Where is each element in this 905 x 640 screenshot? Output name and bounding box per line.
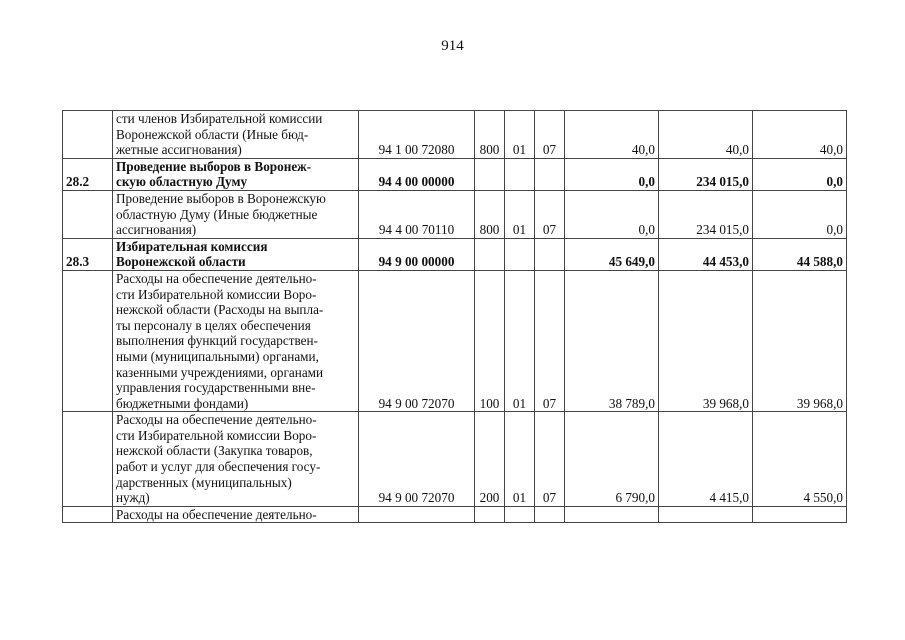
subsection-code: 07 [535,111,565,159]
table-row [63,190,847,238]
amount-year-3 [753,506,847,523]
row-name-line: управления государственными вне- [116,380,316,396]
row-name-line: областную Думу (Иные бюджетные [116,206,318,222]
table-row [63,158,847,190]
table-row [63,238,847,270]
row-name-line: скую областную Думу [116,174,248,190]
amount-year-2: 40,0 [659,111,753,159]
row-name-line: ными (муниципальными) органами, [116,348,319,364]
row-name [113,506,359,523]
row-name [113,190,359,238]
amount-year-1: 38 789,0 [565,270,659,411]
row-number [63,506,113,523]
row-name-line: сти членов Избирательной комиссии [116,111,323,126]
row-name-line: нежской области (Расходы на выпла- [116,302,324,318]
table-row [63,506,847,523]
expense-type-code: 100 [475,270,505,411]
target-article-code: 94 9 00 72070 [359,270,475,411]
subsection-code: 07 [535,270,565,411]
amount-year-2: 234 015,0 [659,190,753,238]
amount-year-1: 6 790,0 [565,412,659,507]
amount-year-3: 40,0 [753,111,847,159]
table-row [63,111,847,159]
expense-type-code [475,506,505,523]
expense-type-code [475,158,505,190]
subsection-code: 07 [535,190,565,238]
row-name [113,158,359,190]
row-name-line: Избирательная комиссия [116,238,268,254]
amount-year-3: 39 968,0 [753,270,847,411]
row-name-line: казенными учреждениями, органами [116,364,324,380]
amount-year-3: 4 550,0 [753,412,847,507]
row-number [63,270,113,411]
budget-table [62,110,847,523]
expense-type-code [475,238,505,270]
target-article-code [359,506,475,523]
row-name [113,238,359,270]
section-code: 01 [505,270,535,411]
row-name-line: работ и услуг для обеспечения госу- [116,459,321,475]
row-number [63,412,113,507]
target-article-code: 94 9 00 72070 [359,412,475,507]
expense-type-code: 800 [475,111,505,159]
page-number: 914 [441,38,464,54]
amount-year-1: 0,0 [565,190,659,238]
amount-year-1: 40,0 [565,111,659,159]
row-name-line: Расходы на обеспечение деятельно- [116,506,317,522]
subsection-code [535,158,565,190]
row-name-line: Расходы на обеспечение деятельно- [116,270,317,286]
section-code: 01 [505,111,535,159]
table-body [63,111,847,523]
row-name-line: дарственных (муниципальных) [116,474,292,490]
row-name [113,270,359,411]
table-row [63,412,847,507]
row-name [113,412,359,507]
row-name-line: бюджетными фондами) [116,395,249,411]
amount-year-2: 234 015,0 [659,158,753,190]
amount-year-2: 4 415,0 [659,412,753,507]
subsection-code [535,238,565,270]
row-number: 28.3 [63,238,113,270]
row-name-line: выполнения функций государствен- [116,333,318,349]
subsection-code: 07 [535,412,565,507]
row-number: 28.2 [63,158,113,190]
row-name-line: ты персоналу в целях обеспечения [116,317,311,333]
section-code: 01 [505,412,535,507]
row-name-line: жетные ассигнования) [116,142,242,158]
amount-year-3: 44 588,0 [753,238,847,270]
amount-year-1: 45 649,0 [565,238,659,270]
row-name-line: сти Избирательной комиссии Воро- [116,286,317,302]
section-code: 01 [505,190,535,238]
row-name-line: Расходы на обеспечение деятельно- [116,412,317,428]
expense-type-code: 200 [475,412,505,507]
target-article-code: 94 4 00 00000 [359,158,475,190]
row-name-line: Проведение выборов в Воронежскую [116,190,326,206]
amount-year-2 [659,506,753,523]
row-name-line: ассигнования) [116,222,197,238]
amount-year-1 [565,506,659,523]
amount-year-1: 0,0 [565,158,659,190]
row-name-line: Воронежской области (Иные бюд- [116,126,309,142]
section-code [505,506,535,523]
expense-type-code: 800 [475,190,505,238]
section-code [505,238,535,270]
target-article-code: 94 4 00 70110 [359,190,475,238]
table-row [63,270,847,411]
row-number [63,190,113,238]
row-name-line: Воронежской области [116,254,246,270]
target-article-code: 94 9 00 00000 [359,238,475,270]
row-number [63,111,113,159]
row-name [113,111,359,159]
row-name-line: нежской области (Закупка товаров, [116,443,313,459]
subsection-code [535,506,565,523]
row-name-line: нужд) [116,490,150,506]
row-name-line: сти Избирательной комиссии Воро- [116,427,317,443]
row-name-line: Проведение выборов в Воронеж- [116,158,312,174]
section-code [505,158,535,190]
amount-year-2: 39 968,0 [659,270,753,411]
amount-year-2: 44 453,0 [659,238,753,270]
target-article-code: 94 1 00 72080 [359,111,475,159]
amount-year-3: 0,0 [753,190,847,238]
amount-year-3: 0,0 [753,158,847,190]
